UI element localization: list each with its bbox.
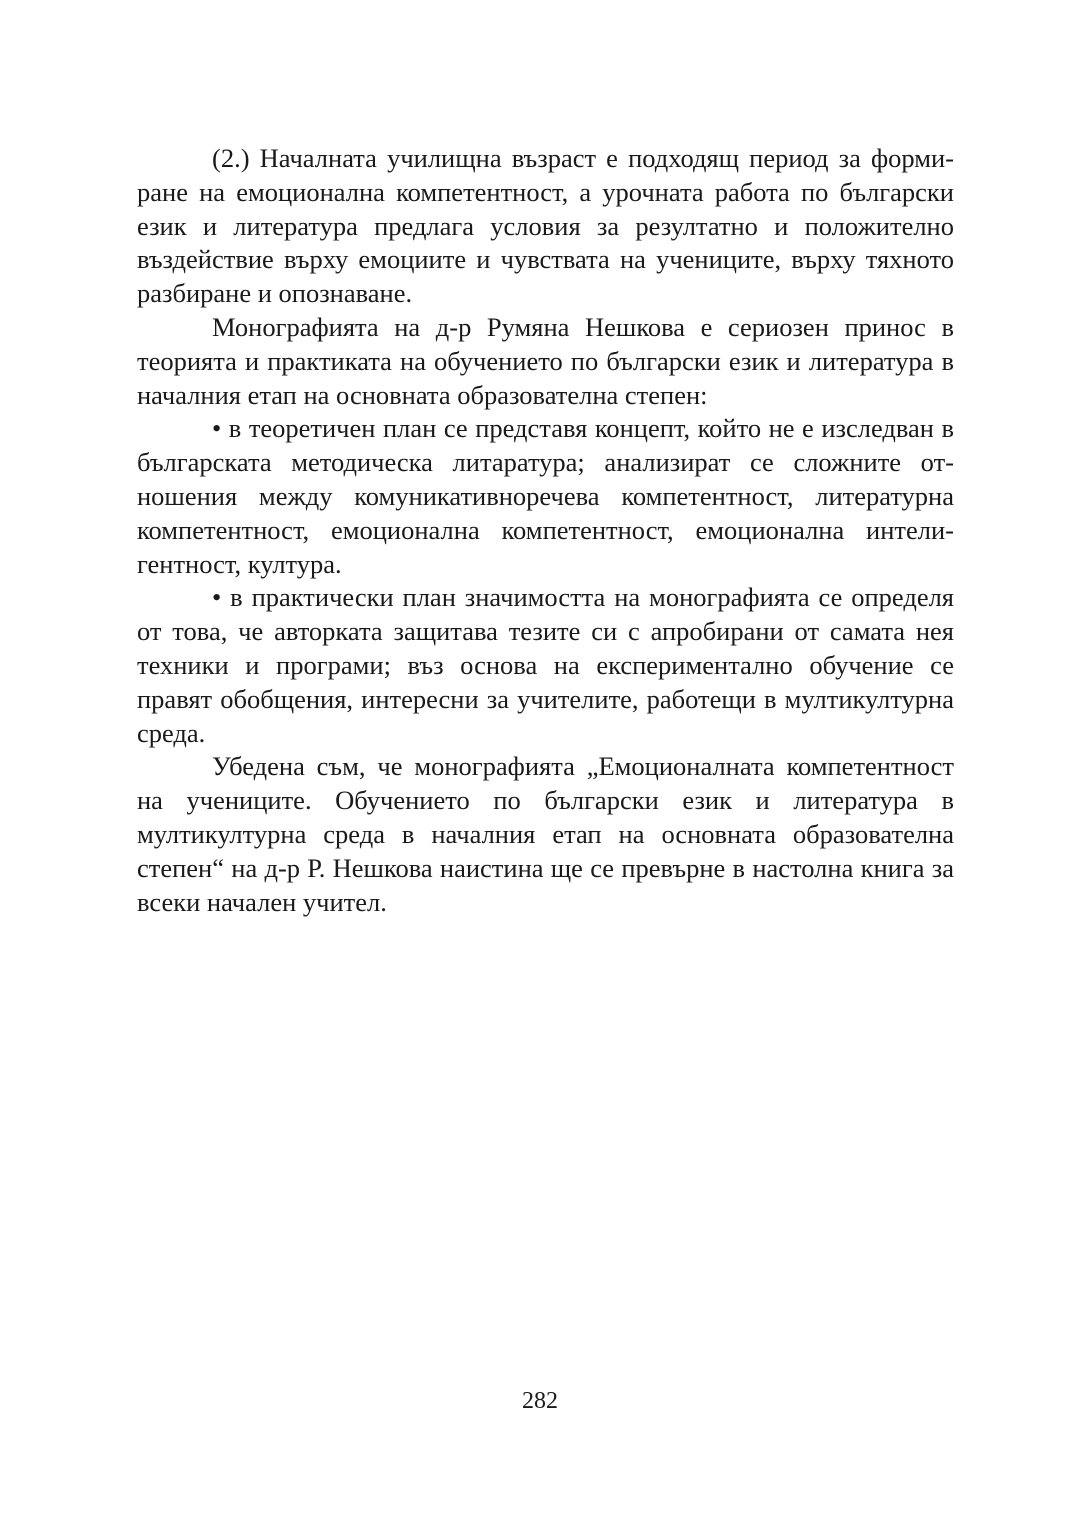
paragraph-conclusion: Убедена съм, че монографията „Емоционалната компетентност на учениците. Обучението по български език и литература в мултикултурна среда в началния етап на основната образователна степен“ на д-р Р. Нешкова наистина ще се превърне в настолна книга за всеки начален учител. xyxy=(137,751,954,917)
bullet-theoretical-plan: • в теоретичен план се представя концепт, който не е изследван в българската методическа литаратура; анализират се сложните отношения между комуникативноречева компетентност, литературна компетентност, емоционална компетентност, емоционална интелигентност, култура. xyxy=(137,413,954,579)
body-text xyxy=(137,142,954,919)
paragraph-monograph-contribution: Монографията на д-р Румяна Нешкова е сериозен принос в теорията и практиката на обучението по български език и литература в началния етап на основната образователна степен: xyxy=(137,311,954,410)
bullet-practical-plan: • в практически план значимостта на монографията се определя от това, че авторката защитава тезите си с апробирани от самата нея техники и програми; въз основа на експериментално обучение се правят обобщения, интересни за учителите, работещи в мултикултурна среда. xyxy=(137,582,954,748)
paragraph-school-age: (2.) Началната училищна възраст е подходящ период за формиране на емоционална компетентност, а урочната работа по български език и литература предлага условия за резултатно и положително въздействие върху емоциите и чувствата на учениците, върху тяхното разбиране и опознаване. xyxy=(137,143,954,309)
page-number: 282 xyxy=(522,1388,558,1414)
